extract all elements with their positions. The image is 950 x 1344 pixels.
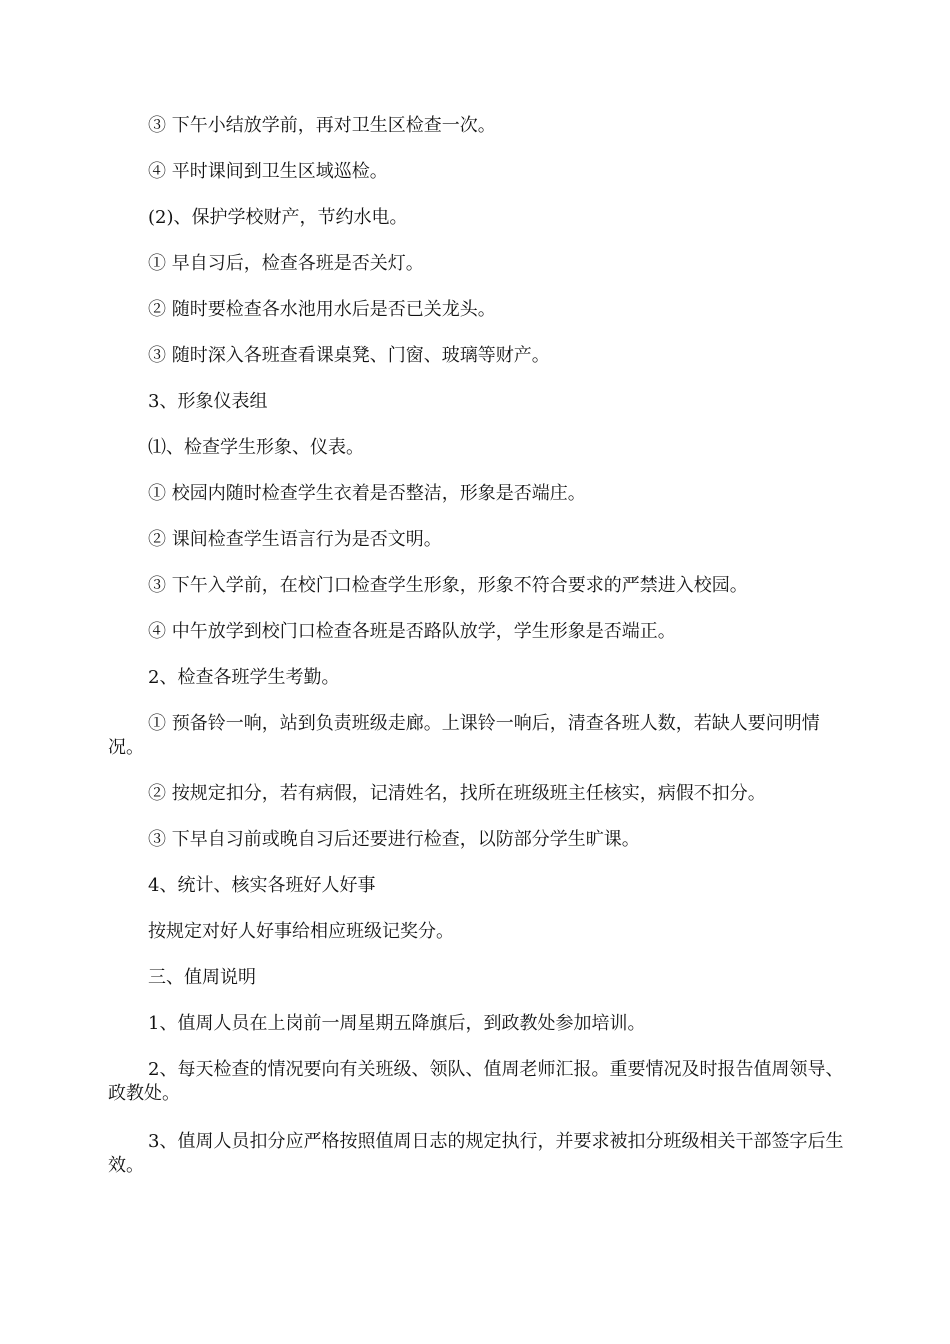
paragraph: ① 早自习后，检查各班是否关灯。 — [148, 253, 424, 274]
paragraph: ① 预备铃一响，站到负责班级走廊。上课铃一响后，清查各班人数，若缺人要问明情况。 — [108, 713, 820, 758]
paragraph: ③ 随时深入各班查看课桌凳、门窗、玻璃等财产。 — [148, 345, 550, 366]
paragraph: 按规定对好人好事给相应班级记奖分。 — [148, 921, 454, 942]
paragraph: ④ 中午放学到校门口检查各班是否路队放学，学生形象是否端正。 — [148, 621, 676, 642]
section-heading: 2、检查各班学生考勤。 — [148, 667, 340, 688]
paragraph: 1、值周人员在上岗前一周星期五降旗后，到政教处参加培训。 — [148, 1013, 646, 1034]
section-heading: 3、形象仪表组 — [148, 391, 268, 412]
paragraph: ④ 平时课间到卫生区域巡检。 — [148, 161, 388, 182]
section-heading: 4、统计、核实各班好人好事 — [148, 875, 376, 896]
paragraph: ⑴、检查学生形象、仪表。 — [148, 437, 364, 458]
paragraph: ② 课间检查学生语言行为是否文明。 — [148, 529, 442, 550]
paragraph: ② 按规定扣分，若有病假，记清姓名，找所在班级班主任核实，病假不扣分。 — [148, 783, 766, 804]
paragraph: ③ 下早自习前或晚自习后还要进行检查，以防部分学生旷课。 — [148, 829, 640, 850]
paragraph: ① 校园内随时检查学生衣着是否整洁，形象是否端庄。 — [148, 483, 586, 504]
section-heading: 三、值周说明 — [148, 967, 256, 988]
paragraph: ② 随时要检查各水池用水后是否已关龙头。 — [148, 299, 496, 320]
paragraph: ③ 下午入学前，在校门口检查学生形象，形象不符合要求的严禁进入校园。 — [148, 575, 748, 596]
paragraph: ③ 下午小结放学前，再对卫生区检查一次。 — [148, 115, 496, 136]
paragraph: 2、每天检查的情况要向有关班级、领队、值周老师汇报。重要情况及时报告值周领导、政教处。 — [108, 1059, 844, 1104]
paragraph: 3、值周人员扣分应严格按照值周日志的规定执行，并要求被扣分班级相关干部签字后生效。 — [108, 1131, 844, 1176]
paragraph: (2)、保护学校财产，节约水电。 — [148, 207, 408, 228]
